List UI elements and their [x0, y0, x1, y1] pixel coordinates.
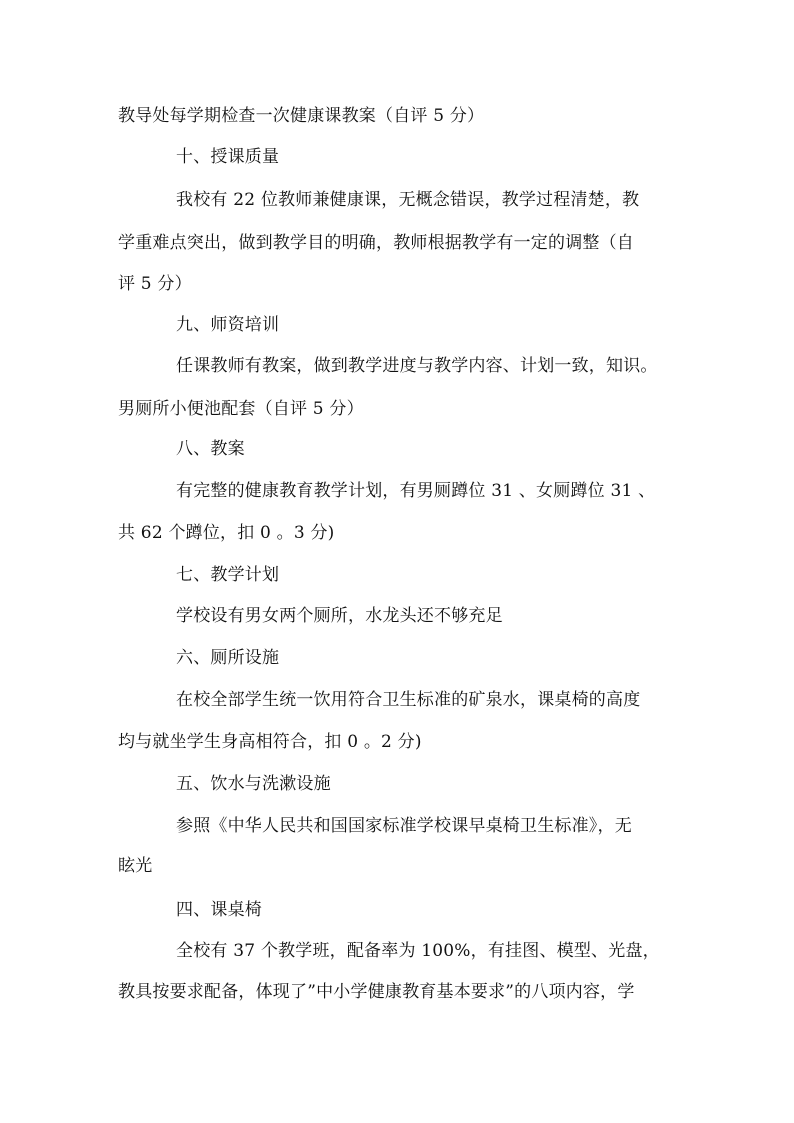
text-line: 在校全部学生统一饮用符合卫生标准的矿泉水，课桌椅的高度	[176, 690, 641, 710]
text-line: 眩光	[118, 856, 153, 876]
section-heading: 十、授课质量	[176, 147, 280, 167]
text-line: 教具按要求配备，体现了”中小学健康教育基本要求”的八项内容，学	[118, 982, 635, 1002]
text-line: 全校有 37 个教学班，配备率为 100%，有挂图、模型、光盘，	[176, 941, 660, 961]
text-line: 学重难点突出，做到教学目的明确，教师根据教学有一定的调整（自	[118, 233, 634, 253]
text-line: 参照《中华人民共和国国家标准学校课早桌椅卫生标准》，无	[176, 816, 632, 836]
text-line: 教导处每学期检查一次健康课教案（自评 5 分）	[118, 106, 485, 126]
section-heading: 六、厕所设施	[176, 648, 280, 668]
section-heading: 九、师资培训	[176, 315, 280, 335]
text-line: 均与就坐学生身高相符合，扣 0 。2 分)	[118, 732, 422, 752]
section-heading: 八、教案	[176, 439, 245, 459]
section-heading: 四、课桌椅	[176, 900, 262, 920]
text-line: 评 5 分）	[118, 274, 192, 294]
text-line: 有完整的健康教育教学计划，有男厕蹲位 31 、女厕蹲位 31 、	[176, 481, 656, 501]
text-line: 我校有 22 位教师兼健康课，无概念错误，教学过程清楚，教	[176, 190, 640, 210]
text-line: 学校设有男女两个厕所，水龙头还不够充足	[176, 606, 503, 626]
text-line: 共 62 个蹲位，扣 0 。3 分)	[118, 523, 335, 543]
text-line: 任课教师有教案，做到教学进度与教学内容、计划一致，知识。	[176, 356, 658, 376]
section-heading: 七、教学计划	[176, 565, 280, 585]
text-line: 男厕所小便池配套（自评 5 分）	[118, 399, 364, 419]
section-heading: 五、饮水与洗漱设施	[176, 774, 331, 794]
